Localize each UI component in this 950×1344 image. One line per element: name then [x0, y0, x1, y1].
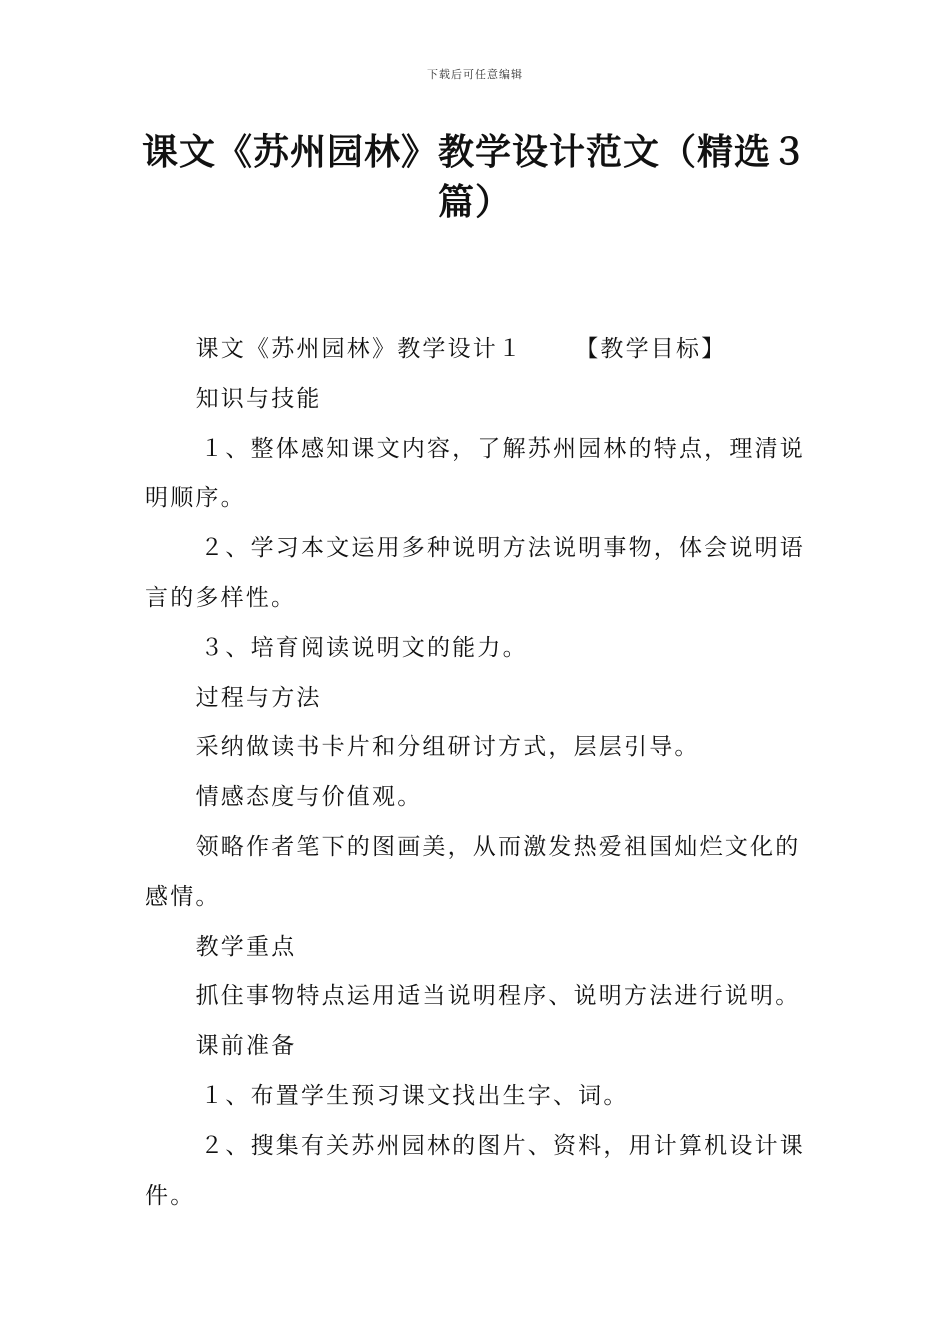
list-item: ２、学习本文运用多种说明方法说明事物，体会说明语言的多样性。 [145, 535, 805, 611]
document-title: 课文《苏州园林》教学设计范文（精选３篇） [141, 132, 808, 223]
list-item: １、布置学生预习课文找出生字、词。 [200, 1082, 629, 1109]
section-tag: 【教学目标】 [575, 336, 727, 362]
subheading-key-points: 教学重点 [195, 933, 297, 960]
list-item: １、整体感知课文内容，了解苏州园林的特点，理清说明顺序。 [145, 435, 805, 512]
subheading-preparation: 课前准备 [195, 1033, 297, 1060]
subheading-process: 过程与方法 [195, 684, 322, 711]
section-heading: 课文《苏州园林》教学设计１ [195, 336, 524, 362]
subheading-knowledge: 知识与技能 [195, 385, 322, 412]
section-heading-line [145, 325, 810, 375]
paragraph: 采纳做读书卡片和分组研讨方式，层层引导。 [195, 734, 700, 761]
header-note: 下载后可任意编辑 [427, 68, 523, 81]
list-item: ２、搜集有关苏州园林的图片、资料，用计算机设计课件。 [145, 1132, 805, 1209]
subheading-attitude: 情感态度与价值观。 [195, 784, 423, 811]
document-body [145, 325, 810, 1221]
list-item: ３、培育阅读说明文的能力。 [200, 634, 528, 661]
paragraph: 抓住事物特点运用适当说明程序、说明方法进行说明。 [195, 983, 801, 1010]
paragraph: 领略作者笔下的图画美，从而激发热爱祖国灿烂文化的感情。 [145, 833, 801, 910]
